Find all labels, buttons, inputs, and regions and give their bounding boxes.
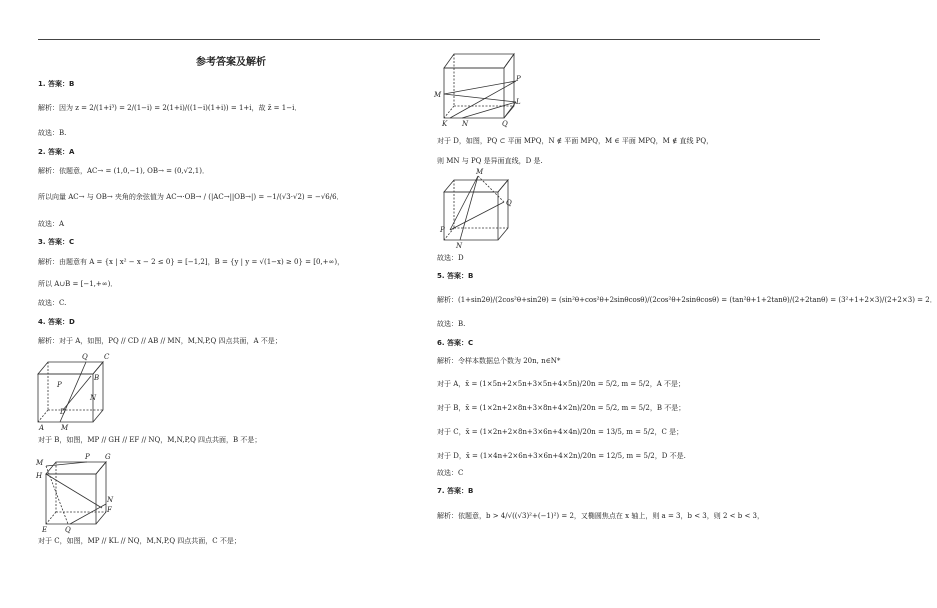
label-n: N (107, 496, 114, 504)
q6-option-c: 对于 C，x̄ = (1×2n+2×8n+3×6n+4×4n)/20n = 13/5, m = 5/2，C 是； (437, 428, 684, 436)
q4-choice: 故选：D (437, 254, 464, 262)
cube-edge (444, 54, 514, 68)
cube-figure-b (36, 452, 120, 534)
plane-line (46, 474, 102, 508)
header-rule (38, 39, 820, 40)
label-a: A (39, 424, 45, 432)
q2-answer: 2. 答案：A (38, 148, 75, 156)
cube-edge (444, 192, 498, 240)
label-n: N (456, 242, 463, 250)
q2-solution-2: 所以向量 AC→ 与 OB→ 夹角的余弦值为 AC→·OB→ / (|AC→||OB→|) = −1/(√3·√2) = −√6/6． (38, 193, 344, 201)
q3-solution-2: 所以 A∪B = [−1,+∞)． (38, 280, 118, 288)
label-m: M (476, 168, 484, 176)
q6-solution: 解析：令样本数据总个数为 20n, n∈N* (437, 357, 561, 365)
q1-solution: 解析：因为 z = 2/(1+i³) = 2/(1−i) = 2(1+i)/((1−i)(1+i)) = 1+i，故 z̄ = 1−i． (38, 104, 302, 112)
label-c: C (104, 353, 110, 361)
q4-solution-d: 对于 D，如图，PQ ⊂ 平面 MPQ，N ∉ 平面 MPQ，M ∈ 平面 MPQ，M ∉ 直线 PQ， (437, 137, 714, 145)
label-p: P (516, 75, 521, 83)
cube-figure-c (434, 44, 530, 128)
label-f: F (107, 506, 112, 514)
cube-figure-a (38, 350, 118, 430)
label-d: D (60, 408, 66, 416)
q5-answer: 5. 答案：B (437, 272, 474, 280)
cube-edge (38, 410, 48, 422)
plane-line (504, 102, 516, 118)
plane-line (450, 81, 516, 118)
cube-edge (93, 362, 103, 422)
q3-choice: 故选：C. (38, 299, 67, 307)
plane-line (450, 202, 504, 230)
q2-solution: 解析：依题意，AC→ = (1,0,−1), OB→ = (0,√2,1)． (38, 167, 209, 175)
label-p: P (57, 381, 62, 389)
q7-solution: 解析：依题意，b > 4/√((√3)²+(−1)²) = 2，又椭圆焦点在 x 轴上，则 a = 3，b < 3，则 2 < b < 3， (437, 512, 764, 520)
label-q: Q (502, 120, 508, 128)
label-p: P (85, 453, 90, 461)
label-q: Q (65, 526, 71, 534)
label-m: M (434, 91, 442, 99)
cube-edge (444, 228, 454, 240)
q6-option-d: 对于 D，x̄ = (1×4n+2×6n+3×6n+4×2n)/20n = 12/5, m = 5/2，D 不是. (437, 452, 686, 460)
label-b: B (94, 374, 100, 382)
label-p: P (440, 226, 445, 234)
q6-choice: 故选：C (437, 469, 464, 477)
plane-line (462, 102, 516, 118)
q3-solution: 解析：由题意有 A = {x | x² − x − 2 ≤ 0} = [−1,2]，B = {y | y = √(1−x) ≥ 0} = [0,+∞)， (38, 258, 345, 266)
label-g: G (105, 453, 111, 461)
q2-choice: 故选：A (38, 220, 65, 228)
plane-line (63, 376, 91, 410)
label-h: H (36, 472, 43, 480)
q6-answer: 6. 答案：C (437, 339, 474, 347)
label-e: E (42, 526, 48, 534)
q4-solution-b: 对于 B，如图，MP // GH // EF // NQ，M,N,P,Q 四点共面，B 不是； (38, 436, 262, 444)
cube-figure-d (438, 170, 518, 250)
q6-option-a: 对于 A，x̄ = (1×5n+2×5n+3×5n+4×5n)/20n = 5/2, m = 5/2，A 不是； (437, 380, 686, 388)
label-q: Q (82, 353, 88, 361)
q5-solution: 解析：(1+sin2θ)/(2cos²θ+sin2θ) = (sin²θ+cos²θ+2sinθcosθ)/(2cos²θ+2sinθcosθ) = (tan²θ+1+2tanθ)/(2+2tanθ) = (3²+1+2×3)/(2+2×3) = 2． (437, 296, 937, 304)
cube-edge (46, 512, 56, 524)
q3-answer: 3. 答案：C (38, 238, 75, 246)
q4-solution-c: 对于 C，如图，MP // KL // NQ，M,N,P,Q 四点共面，C 不是； (38, 537, 241, 545)
plane-line (70, 504, 106, 524)
q4-answer: 4. 答案：D (38, 318, 75, 326)
cube-edge (498, 180, 508, 240)
q4-solution-d-2: 则 MN 与 PQ 是异面直线，D 是. (437, 157, 543, 165)
label-l: L (516, 98, 521, 106)
label-k: K (442, 120, 448, 128)
label-q: Q (506, 199, 512, 207)
q5-choice: 故选：B. (437, 320, 466, 328)
label-n: N (462, 120, 469, 128)
q1-choice: 故选：B. (38, 129, 67, 137)
q6-option-b: 对于 B，x̄ = (1×2n+2×8n+3×8n+4×2n)/20n = 5/2, m = 5/2，B 不是； (437, 404, 686, 412)
cube-edge (96, 462, 106, 524)
cube-edge (504, 54, 514, 118)
q1-answer: 1. 答案：B (38, 80, 75, 88)
label-m: M (36, 459, 44, 467)
q4-solution-a: 解析：对于 A，如图，PQ // CD // AB // MN，M,N,P,Q 四点共面，A 不是； (38, 337, 282, 345)
plane-line (46, 462, 87, 466)
plane-line (460, 176, 478, 240)
label-n: N (90, 394, 97, 402)
q7-answer: 7. 答案：B (437, 487, 474, 495)
cube-edge (46, 474, 96, 524)
plane-line (46, 466, 68, 524)
label-m: M (61, 424, 69, 432)
page-title: 参考答案及解析 (196, 57, 266, 68)
